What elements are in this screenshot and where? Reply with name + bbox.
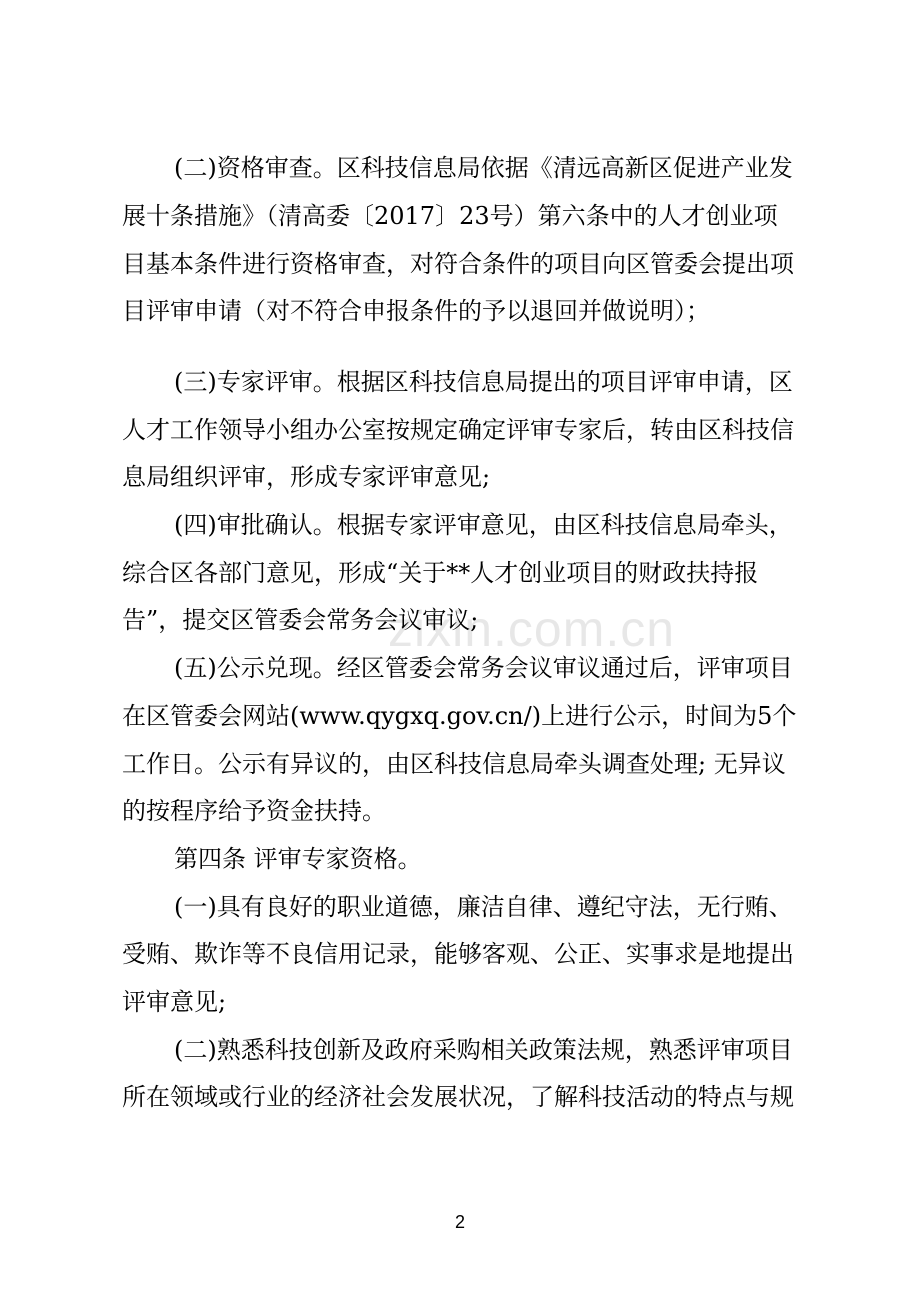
paragraph-line: 展十条措施》（清高委〔2017〕23号）第六条中的人才创业项 <box>122 202 778 230</box>
paragraph-line: 告”，提交区管委会常务会议审议; <box>122 606 479 634</box>
paragraph-line: 工作日。公示有异议的，由区科技信息局牵头调查处理; 无异议 <box>122 750 786 778</box>
paragraph-line: 所在领域或行业的经济社会发展状况，了解科技活动的特点与规 <box>122 1083 794 1111</box>
paragraph-line: 目评审申请（对不符合申报条件的予以退回并做说明）； <box>122 297 710 325</box>
watermark: zixin.com.cn <box>388 601 676 657</box>
paragraph-line: 目基本条件进行资格审查，对符合条件的项目向区管委会提出项 <box>122 250 794 278</box>
paragraph-line: 息局组织评审，形成专家评审意见; <box>122 463 491 491</box>
paragraph-line: 受贿、欺诈等不良信用记录，能够客观、公正、实事求是地提出 <box>122 940 794 968</box>
paragraph-line: (二)熟悉科技创新及政府采购相关政策法规，熟悉评审项目 <box>174 1036 793 1064</box>
paragraph-line: 评审意见; <box>122 988 227 1016</box>
paragraph-line: 在区管委会网站(www.qygxq.gov.cn/)上进行公示，时间为5个 <box>122 702 797 730</box>
paragraph-line: (一)具有良好的职业道德，廉洁自律、遵纪守法，无行贿、 <box>174 893 793 921</box>
paragraph-line: (二)资格审查。区科技信息局依据《清远高新区促进产业发 <box>174 154 793 182</box>
paragraph-line: 人才工作领导小组办公室按规定确定评审专家后，转由区科技信 <box>122 416 794 444</box>
article-heading: 第四条 评审专家资格。 <box>174 845 422 873</box>
paragraph-line: 综合区各部门意见，形成“关于**人才创业项目的财政扶持报 <box>122 559 759 587</box>
paragraph-line: (五)公示兑现。经区管委会常务会议审议通过后，评审项目 <box>174 654 793 682</box>
paragraph-line: (三)专家评审。根据区科技信息局提出的项目评审申请，区 <box>174 368 793 396</box>
paragraph-line: (四)审批确认。根据专家评审意见，由区科技信息局牵头， <box>174 511 793 539</box>
page-number: 2 <box>454 1212 465 1232</box>
paragraph-line: 的按程序给予资金扶持。 <box>122 797 386 825</box>
